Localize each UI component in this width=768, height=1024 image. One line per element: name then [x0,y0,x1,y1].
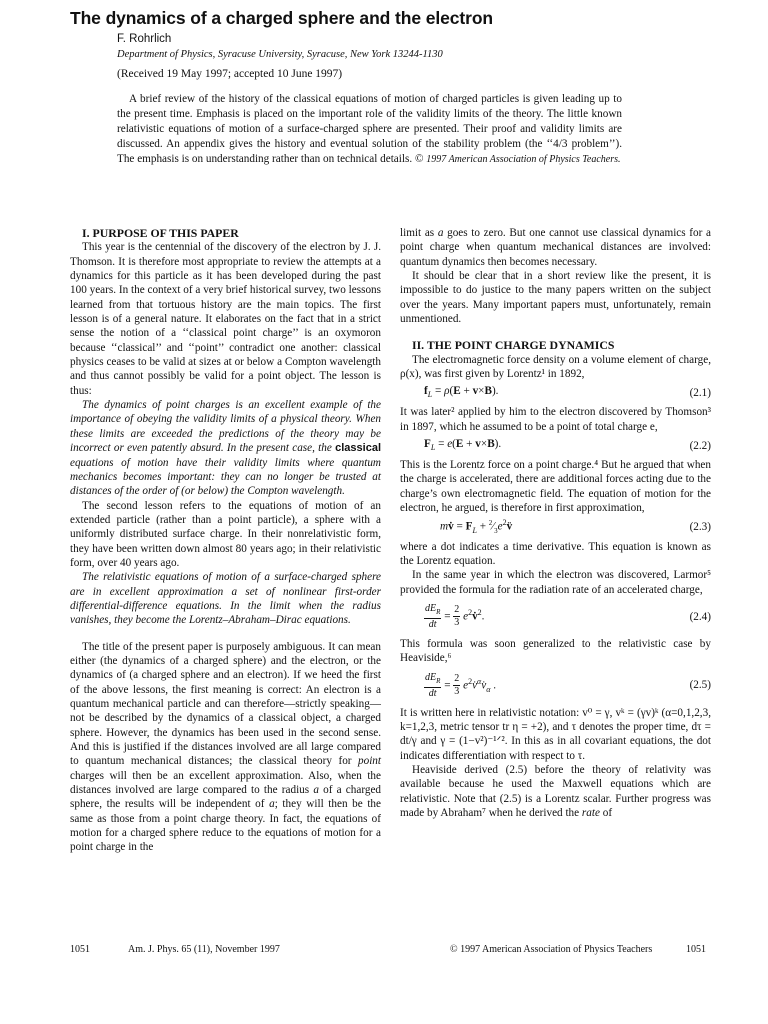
equation-body: mv̇ = $F_L$ + $^2⁄_3e^2v̈$ [440,518,513,536]
paragraph: The electromagnetic force density on a volume element of charge, ρ(x), was first given by Lorentz¹ in 1892, [400,353,711,381]
equation-body: $F_L = e(E + v\times B)$. [424,437,502,453]
equation-2-3: mv̇ = $F_L$ + $^2⁄_3e^2v̈$ (2.3) [400,519,711,537]
paragraph: The title of the present paper is purposely ambiguous. It can mean either (the dynamics of a charged sphere) and the electron, or the dynamics of (a charged sphere and an electron). If we heed the first of the above lessons, the first meaning is correct: An electron is a quantum mechanical particle and can therefore—strictly speaking—not be described by the dynamics of a classical object, a charged sphere. However, the dynamics has been used in the second sense. And this is justified if the distances involved are all large compared to quantum mechanical distances; the classical theory for point charges will then be an excellent approximation. Also, when the distances involved are large compared to the radius a of a charged sphere, the results will be independent of a; they will then be the same as those from a point charge theory. In fact, the equations of motion for a charged sphere reduce to the equations of motion for a point charge in the [70,640,382,854]
paragraph: limit as a goes to zero. But one cannot use classical dynamics for a point charge when quantum mechanical distances are involved: quantum dynamics then becomes necessary. [400,227,711,268]
paragraph: The second lesson refers to the equations of motion of an extended particle (rather than a point particle), a sphere with a uniformly distributed surface charge. In their nonrelativistic form, they have been written down almost 80 years ago; in their relativistic form, over 40 years ago. [70,499,381,569]
equation-body: $\frac{dE_R}{dt}$ = $\frac{2}{3}$ $e^2v̇^2$. [425,602,485,630]
footer-copyright: © 1997 American Association of Physics Teachers [450,944,653,955]
page-number-left: 1051 [70,944,90,955]
abstract-copyright: 1997 American Association of Physics Teachers. [426,154,621,165]
author-name: F. Rohrlich [117,33,172,45]
journal-citation: Am. J. Phys. 65 (11), November 1997 [128,944,280,955]
equation-2-4: $\frac{dE_R}{dt}$ = $\frac{2}{3}$ $e^2v̇^2$. (2.4) [425,602,711,630]
paragraph: where a dot indicates a time derivative. This equation is known as the Lorentz equation. [400,540,711,567]
copyright-symbol: © [414,153,424,165]
paragraph: This formula was soon generalized to the relativistic case by Heaviside,⁶ [400,637,711,665]
paragraph: It was later² applied by him to the electron discovered by Thomson³ in 1897, which he assumed to be a point of total charge e, [400,406,711,433]
section-heading-2: II. THE POINT CHARGE DYNAMICS [412,338,615,353]
paragraph: In the same year in which the electron was discovered, Larmor⁵ provided the formula for the radiation rate of an accelerated charge, [400,569,711,596]
page-number-right: 1051 [686,944,706,955]
equation-2-1: $f_L = \rho(E + v\times B)$. (2.1) [400,384,711,402]
paper-title: The dynamics of a charged sphere and the electron [70,8,493,28]
paragraph: This year is the centennial of the discovery of the electron by J. J. Thomson. It is therefore most appropriate to review the attempts at a dynamics for this particle as it has been developed during the past 100 years. In the context of a very brief historical survey, two lessons learned from that tortuous history are the main topics. The first lesson is of a general nature. It elaborates on the fact that in a strict sense the notion of a ‘‘classical point charge’’ is an oxymoron because ‘‘classical’’ and ‘‘point’’ contradict one another: classical physics ceases to be valid at sizes at or below a Compton wavelength and thus cannot possibly be valid for a point object. The lesson is thus: [70,241,381,397]
equation-body: $\frac{dE_R}{dt}$ = $\frac{2}{3}$ $e^2v̇^\alpha v̇_\alpha$ . [425,671,496,699]
right-column [400,226,711,820]
paragraph: It should be clear that in a short review like the present, it is impossible to do justice to the many papers written on the subject over the years. Many important papers must, unfortunately, remain unmentioned. [400,270,711,326]
abstract [117,92,622,167]
equation-2-2: $F_L = e(E + v\times B)$. (2.2) [400,437,711,455]
left-column [70,226,381,855]
paragraph: Heaviside derived (2.5) before the theory of relativity was available because he used the Maxwell equations which are relativistic. Note that (2.5) is a Lorentz scalar. Further progress was made by Abraham⁷ when he derived the rate of [400,763,711,819]
abstract-text: A brief review of the history of the classical equations of motion of charged particles is given leading up to the present time. Emphasis is placed on the important role of the validity limits of the theory. The little known relativistic equations of motion of a surface-charged sphere are presented. Their proof and validity limits are discussed. An appendix gives the history and eventual solution of the stability problem (the ‘‘4/3 problem’’). The emphasis is on understanding rather than on technical details. © 1997 American Association of Physics Teachers. [117,93,622,165]
lesson-two: The relativistic equations of motion of a surface-charged sphere are in excellent approximation a set of nonlinear first-order differential-difference equations. In the limit when the radius vanishes, they become the Lorentz–Abraham–Dirac equations. [70,571,381,627]
equation-body: $f_L = \rho(E + v\times B)$. [424,385,499,400]
paragraph: This is the Lorentz force on a point charge.⁴ But he argued that when the charge is accelerated, there are additional forces acting due to the charge’s own electromagnetic field. The equation of motion for the electron, he argued, is therefore in first approximation, [400,459,711,515]
equation-2-5: $\frac{dE_R}{dt}$ = $\frac{2}{3}$ $e^2v̇^\alpha v̇_\alpha$ . (2.5) [425,671,711,699]
lesson-one: The dynamics of point charges is an excellent example of the importance of obeying the validity limits of a physical theory. When these limits are exceeded the predictions of the theory may be incorrect or even patently absurd. In the present case, the classical equations of motion have their validity limits where quantum mechanics becomes important: they can no longer be trusted at distances of the order of (or below) the Compton wavelength. [70,399,381,498]
affiliation: Department of Physics, Syracuse University, Syracuse, New York 13244-1130 [117,49,443,60]
paragraph: It is written here in relativistic notation: v⁰ = γ, vᵏ = (γv)ᵏ (α=0,1,2,3, k=1,2,3, metric tensor tr η = +2), and τ denotes the proper time, dτ = dt/γ and γ = (1−v²)⁻¹ᐟ². In this as in all covariant equations, the dot indicates differentiation with respect to τ. [400,706,711,762]
emphasis-classical: classical [335,442,381,455]
section-heading-1: I. PURPOSE OF THIS PAPER [82,226,239,240]
received-dates: (Received 19 May 1997; accepted 10 June 1997) [117,68,343,80]
